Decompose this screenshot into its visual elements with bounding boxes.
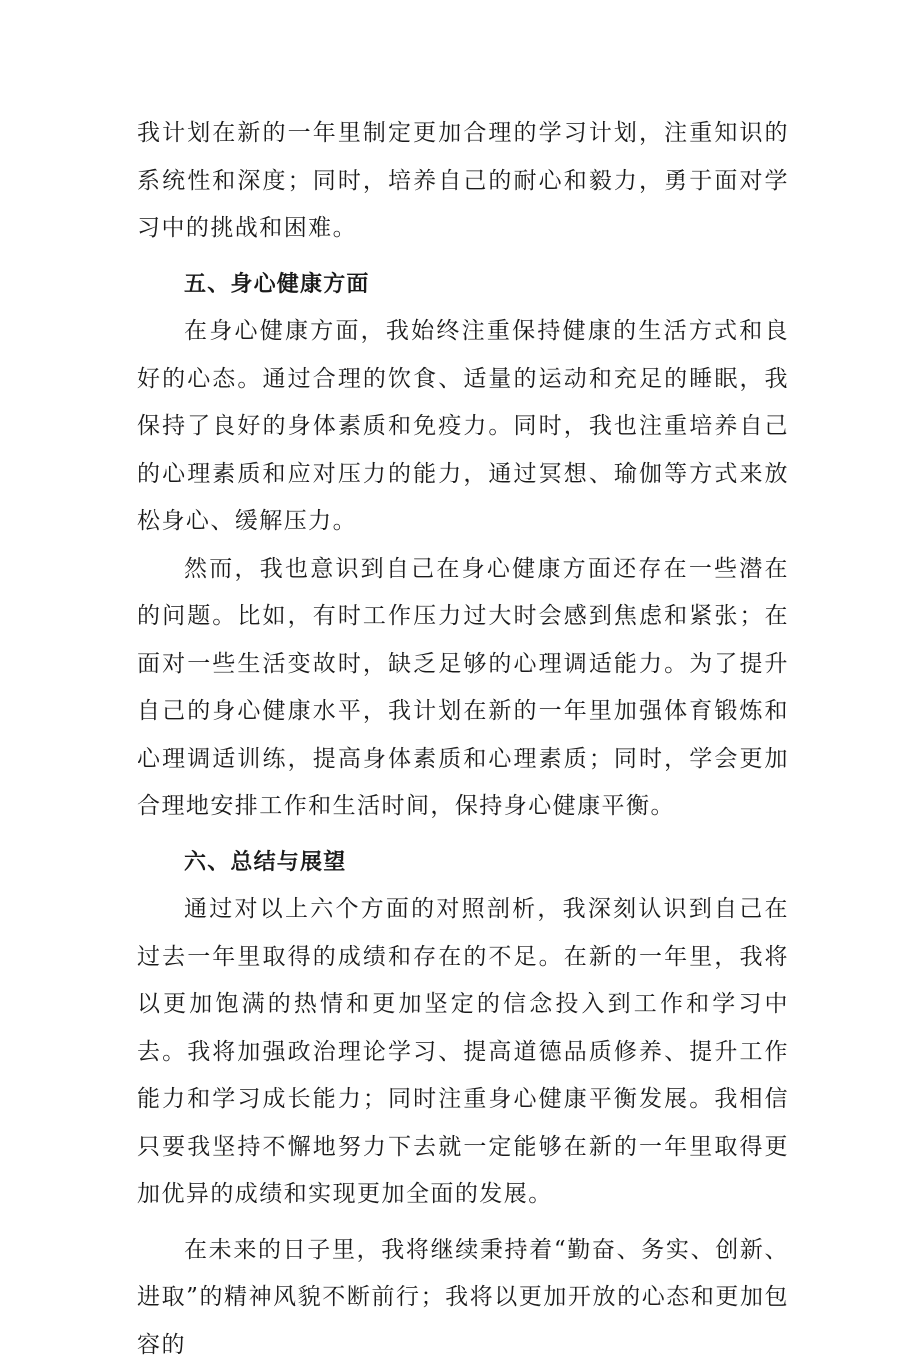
- paragraph-health-overview: 在身心健康方面，我始终注重保持健康的生活方式和良好的心态。通过合理的饮食、适量的运动和充足的睡眠，我保持了良好的身体素质和免疫力。同时，我也注重培养自己的心理素质和应对压力的能力，通过冥想、瑜伽等方式来放松身心、缓解压力。: [137, 308, 789, 546]
- document-page: [137, 110, 789, 1369]
- paragraph-summary: 通过对以上六个方面的对照剖析，我深刻认识到自己在过去一年里取得的成绩和存在的不足。在新的一年里，我将以更加饱满的热情和更加坚定的信念投入到工作和学习中去。我将加强政治理论学习、提高道德品质修养、提升工作能力和学习成长能力；同时注重身心健康平衡发展。我相信只要我坚持不懈地努力下去就一定能够在新的一年里取得更加优异的成绩和实现更加全面的发展。: [137, 886, 789, 1219]
- paragraph-health-issues: 然而，我也意识到自己在身心健康方面还存在一些潜在的问题。比如，有时工作压力过大时会感到焦虑和紧张；在面对一些生活变故时，缺乏足够的心理调适能力。为了提升自己的身心健康水平，我计划在新的一年里加强体育锻炼和心理调适训练，提高身体素质和心理素质；同时，学会更加合理地安排工作和生活时间，保持身心健康平衡。: [137, 546, 789, 831]
- section-heading-summary: 六、总结与展望: [137, 839, 789, 887]
- paragraph-outlook: 在未来的日子里，我将继续秉持着“勤奋、务实、创新、进取”的精神风貌不断前行；我将以更加开放的心态和更加包容的: [137, 1227, 789, 1369]
- section-heading-health: 五、身心健康方面: [137, 261, 789, 309]
- paragraph-study-plan: 我计划在新的一年里制定更加合理的学习计划，注重知识的系统性和深度；同时，培养自己的耐心和毅力，勇于面对学习中的挑战和困难。: [137, 110, 789, 253]
